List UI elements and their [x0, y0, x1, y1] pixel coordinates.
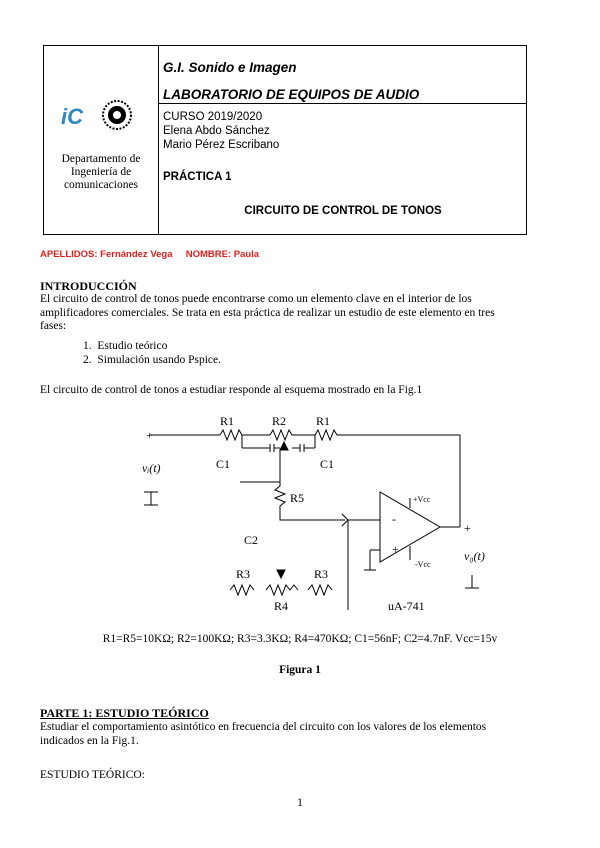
list-item: 1. Estudio teórico — [83, 340, 168, 352]
resistor-r5 — [275, 482, 345, 520]
vcc-negative: -Vcc — [415, 560, 431, 569]
r1-left-label: R1 — [220, 414, 235, 428]
component-values: R1=R5=10KΩ; R2=100KΩ; R3=3.3KΩ; R4=470KΩ; C1=56nF; C2=4.7nF. Vcc=15v — [102, 633, 498, 645]
r1-right-label: R1 — [316, 414, 331, 428]
output-voltage-label: v₀(t) — [464, 549, 485, 563]
r3-right-label: R3 — [314, 567, 329, 581]
author-1: Elena Abdo Sánchez — [163, 125, 270, 137]
practice-title: CIRCUITO DE CONTROL DE TONOS — [244, 205, 442, 217]
student-info — [40, 249, 259, 260]
page-number: 1 — [297, 797, 303, 809]
figure-caption: Figura 1 — [279, 664, 321, 676]
c2-label: C2 — [244, 533, 259, 547]
resistor-r3-right — [308, 585, 332, 595]
group-name: G.I. Sonido e Imagen — [163, 60, 297, 75]
resistor-r4 — [266, 585, 298, 595]
course: CURSO 2019/2020 — [163, 111, 263, 123]
vcc-positive: +Vcc — [413, 495, 431, 504]
output-plus: + — [464, 521, 471, 535]
input-voltage-label: vᵢ(t) — [142, 461, 161, 475]
list-item: 2. Simulación usando Pspice. — [83, 353, 221, 366]
author-2: Mario Pérez Escribano — [163, 139, 280, 151]
practice-number: PRÁCTICA 1 — [163, 171, 232, 183]
university-seal-icon — [101, 99, 133, 131]
c1-right-label: C1 — [320, 457, 335, 471]
opamp-minus: - — [392, 512, 396, 526]
lab-name: LABORATORIO DE EQUIPOS DE AUDIO — [163, 87, 420, 102]
header-box — [43, 45, 527, 235]
department-name: Departamento de Ingeniería de comunicaciones — [61, 153, 141, 191]
r4-wiper-arrow — [277, 570, 285, 578]
intro-paragraph: El circuito de control de tonos puede encontrarse como un elemento clave en el interior de los amplificadores comerciales. Se trata en esta práctica de realizar un estudio de este elemento en tres fases: — [40, 293, 495, 332]
part1-heading: PARTE 1: ESTUDIO TEÓRICO — [40, 706, 209, 720]
r3-left-label: R3 — [236, 567, 251, 581]
r4-label: R4 — [274, 599, 289, 613]
ic-logo: iC — [61, 104, 83, 129]
r5-label: R5 — [290, 491, 305, 505]
intro-list — [83, 340, 221, 367]
theory-subheading: ESTUDIO TEÓRICO: — [40, 769, 145, 781]
r2-wiper-arrow — [280, 442, 288, 450]
c1-left-label: C1 — [216, 457, 231, 471]
resistor-r2 — [270, 430, 315, 440]
r2-label: R2 — [272, 414, 287, 428]
student-name: NOMBRE: Paula — [185, 249, 260, 260]
intro-heading: INTRODUCCIÓN — [40, 279, 137, 293]
resistor-r1-right — [315, 430, 460, 440]
student-surname: APELLIDOS: Fernández Vega — [40, 249, 173, 260]
input-plus: + — [146, 428, 153, 442]
resistor-r1-left — [220, 430, 270, 440]
opamp-model-label: uA-741 — [388, 599, 425, 613]
resistor-r3-left — [230, 585, 254, 595]
circuit-reference: El circuito de control de tonos a estudiar responde al esquema mostrado en la Fig.1 — [40, 384, 423, 396]
opamp-plus: + — [392, 542, 399, 556]
header-divider-horizontal — [158, 103, 526, 104]
part1-paragraph: Estudiar el comportamiento asintótico en frecuencia del circuito con los valores de los elementos indicados en la Fig.1. — [40, 721, 487, 747]
tone-control-schematic — [130, 410, 500, 620]
